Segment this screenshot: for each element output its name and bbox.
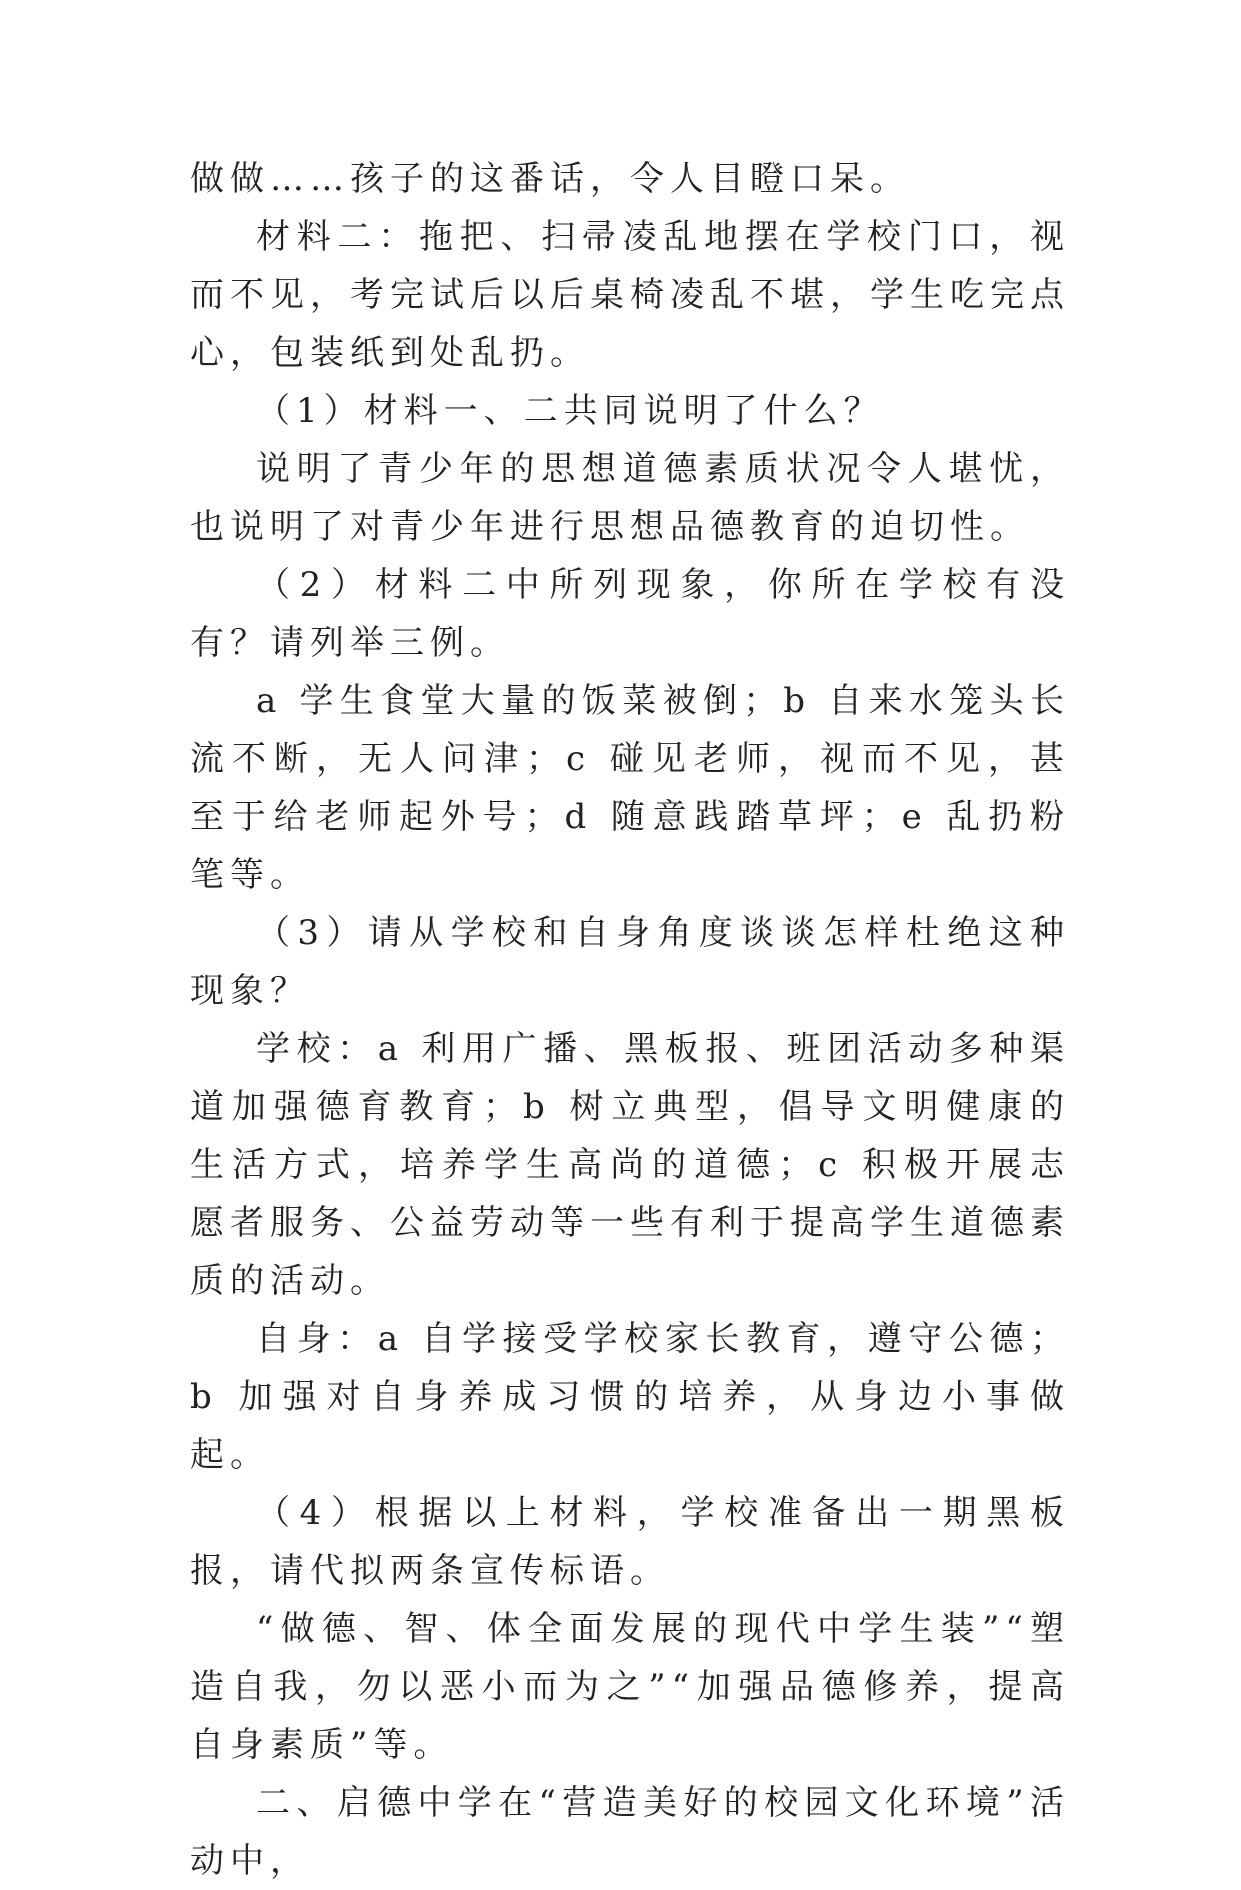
question-4: （4）根据以上材料，学校准备出一期黑板报，请代拟两条宣传标语。	[190, 1493, 1070, 1591]
question-3: （3）请从学校和自身角度谈谈怎样杜绝这种现象？	[190, 913, 1070, 1011]
answer-2: a 学生食堂大量的饭菜被倒；b 自来水笼头长流不断，无人问津；c 碰见老师，视而不见，甚至于给老师起外号；d 随意践踏草坪；e 乱扔粉笔等。	[190, 681, 1070, 895]
paragraph-continuation: 做做……孩子的这番话，令人目瞪口呆。	[190, 159, 910, 199]
answer-3-school: 学校：a 利用广播、黑板报、班团活动多种渠道加强德育教育；b 树立典型，倡导文明健康的生活方式，培养学生高尚的道德；c 积极开展志愿者服务、公益劳动等一些有利于提高学生道德素质的活动。	[190, 1029, 1070, 1301]
document-body	[190, 150, 1070, 1890]
paragraph-material-two: 材料二：拖把、扫帚凌乱地摆在学校门口，视而不见，考完试后以后桌椅凌乱不堪，学生吃完点心，包装纸到处乱扔。	[190, 217, 1070, 373]
section-two-intro: 二、启德中学在“营造美好的校园文化环境”活动中，	[190, 1783, 1070, 1881]
answer-4: “做德、智、体全面发展的现代中学生装”“塑造自我，勿以恶小而为之”“加强品德修养，提高自身素质”等。	[190, 1609, 1070, 1765]
question-1: （1）材料一、二共同说明了什么？	[256, 391, 884, 431]
answer-3-self: 自身：a 自学接受学校家长教育，遵守公德；b 加强对自身养成习惯的培养，从身边小事做起。	[190, 1319, 1070, 1475]
answer-1: 说明了青少年的思想道德素质状况令人堪忧，也说明了对青少年进行思想品德教育的迫切性。	[190, 449, 1070, 547]
question-2: （2）材料二中所列现象，你所在学校有没有？请列举三例。	[190, 565, 1070, 663]
